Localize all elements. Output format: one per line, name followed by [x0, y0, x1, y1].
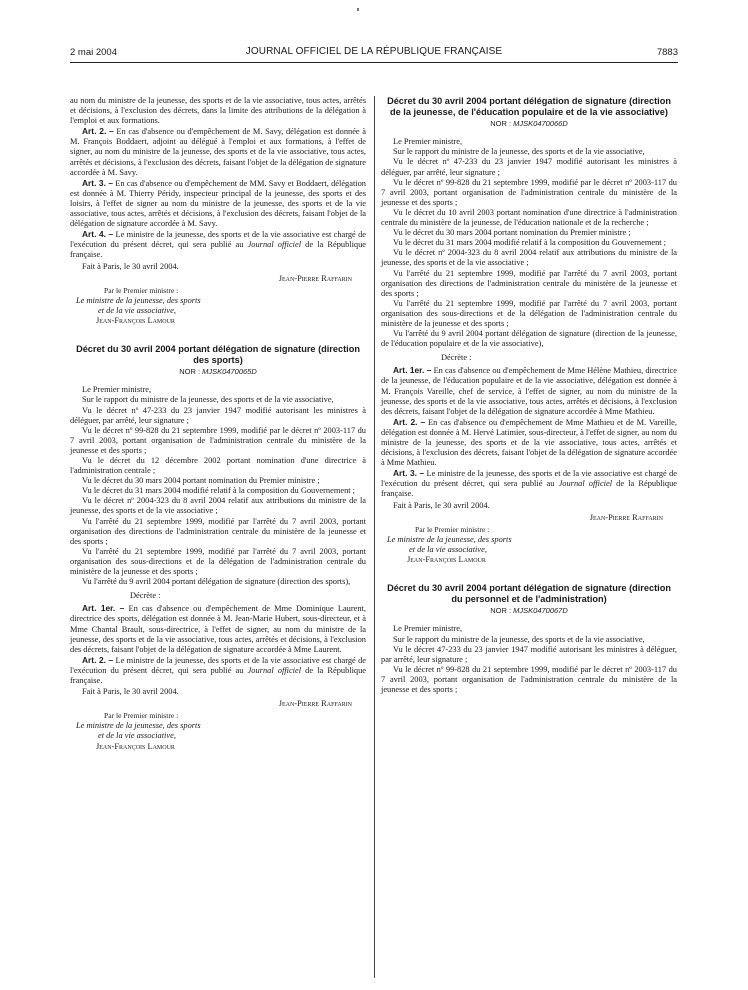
- paragraph: Vu le décret nº 47-233 du 23 janvier 1947 modifié autorisant les ministres à déléguer, par arrêté, leur signature ;: [70, 405, 366, 425]
- article-label: Art. 2. –: [82, 126, 114, 137]
- header-date: 2 mai 2004: [70, 47, 118, 58]
- decree-title: Décret du 30 avril 2004 portant délégation de signature (direction du personnel et de l'administration): [387, 583, 671, 604]
- article-paragraph: [381, 365, 677, 416]
- nor-code: MJSK0470065D: [202, 367, 257, 377]
- decrete-line: Décrète :: [130, 591, 161, 601]
- article-text: Le ministre de la jeunesse, des sports et de la vie associative est chargé de l'exécution du présent décret, qui sera publié au: [70, 230, 366, 250]
- paragraph: Le Premier ministre,: [393, 137, 463, 147]
- fait-line: Fait à Paris, le 30 avril 2004.: [82, 687, 179, 697]
- paragraph: au nom du ministre de la jeunesse, des sports et de la vie associative, tous actes, arrêtés et décisions, à l'exclusion des décrets, dans la limite des attributions de la délégation à l'emploi et aux formations.: [70, 96, 366, 126]
- paragraph: Vu l'arrêté du 21 septembre 1999, modifié par l'arrêté du 7 avril 2003, portant organisation des directions de l'administration centrale du ministère de la jeunesse et des sports ;: [381, 268, 677, 298]
- article-text: de la République française.: [381, 479, 678, 499]
- header-journal-title: JOURNAL OFFICIEL DE LA RÉPUBLIQUE FRANÇAISE: [245, 46, 503, 57]
- article-paragraph: [70, 229, 366, 260]
- decrete-line: Décrète :: [441, 353, 472, 363]
- article-paragraph: [70, 126, 366, 177]
- paragraph: Vu l'arrêté du 9 avril 2004 portant délégation de signature (direction des sports),: [82, 577, 351, 587]
- nor-label: NOR :: [179, 367, 203, 377]
- article-paragraph: [70, 603, 366, 654]
- minister-title-cont: et de la vie associative,: [98, 731, 176, 741]
- article-paragraph: [70, 655, 366, 686]
- minister-title-cont: et de la vie associative,: [98, 305, 176, 315]
- paragraph: Sur le rapport du ministre de la jeunesse, des sports et de la vie associative,: [82, 395, 334, 405]
- decree-title: Décret du 30 avril 2004 portant délégation de signature (direction de la jeunesse, de l'éducation populaire et de la vie associative): [387, 96, 671, 117]
- paragraph: Vu le décret du 30 mars 2004 portant nomination du Premier ministre ;: [393, 228, 631, 238]
- paragraph: Vu l'arrêté du 21 septembre 1999, modifié par l'arrêté du 7 avril 2003, portant organisation des directions de l'administration centrale du ministère de la jeunesse et des sports ;: [70, 516, 366, 546]
- nor-label: NOR :: [490, 606, 514, 616]
- header-page-number: 7883: [656, 47, 678, 58]
- article-label: Art. 1er. –: [82, 603, 125, 614]
- signature: Jean-Pierre Raffarin: [278, 273, 352, 283]
- paragraph: Le Premier ministre,: [393, 624, 463, 634]
- paragraph: Vu le décret du 31 mars 2004 modifié relatif à la composition du Gouvernement ;: [82, 486, 356, 496]
- paragraph: Vu le décret nº 99-828 du 21 septembre 1999, modifié par le décret nº 2003-117 du 7 avril 2003, portant organisation de l'administration centrale du ministère de la jeunesse et des sports ;: [381, 664, 677, 694]
- article-text: de la République française.: [70, 665, 367, 685]
- article-label: Art. 1er. –: [393, 365, 432, 376]
- paragraph: Sur le rapport du ministre de la jeunesse, des sports et de la vie associative,: [393, 147, 645, 157]
- scan-mark: [357, 8, 359, 11]
- nor-reference: [70, 367, 366, 377]
- page-header: [70, 44, 678, 63]
- paragraph: Vu l'arrêté du 21 septembre 1999, modifié par l'arrêté du 7 avril 2003, portant organisation des sous-directions et de la délégation de l'administration centrale du ministère de la jeunesse et des sports ;: [381, 298, 677, 328]
- nor-label: NOR :: [490, 119, 514, 129]
- article-paragraph: [381, 468, 677, 499]
- article-text: de la République française.: [70, 240, 367, 260]
- paragraph: Vu le décret nº 47-233 du 23 janvier 1947 modifié autorisant les ministres à déléguer, par arrêté, leur signature ;: [381, 157, 677, 177]
- par-line: Par le Premier ministre :: [104, 285, 179, 295]
- article-text: En cas d'absence ou d'empêchement de MM. Savy et Boddaert, délégation est donnée à M. Thierry Péridy, inspecteur principal de la jeunesse, des sports et des loisirs, à l'effet de signer au nom du ministre de la jeunesse, des sports et de la vie associative, tous actes, arrêtés et décisions, à l'exclusion des décrets, faisant l'objet de la délégation de signature accordée à M. Savy.: [70, 178, 366, 229]
- minister-title: Le ministre de la jeunesse, des sports: [76, 295, 201, 305]
- paragraph: Vu le décret du 31 mars 2004 modifié relatif à la composition du Gouvernement ;: [393, 238, 667, 248]
- right-column: [381, 96, 677, 695]
- paragraph: Vu le décret nº 99-828 du 21 septembre 1999, modifié par le décret nº 2003-117 du 7 avril 2003, portant organisation de l'administration centrale du ministère de la jeunesse et des sports ;: [70, 425, 366, 455]
- article-label: Art. 3. –: [393, 468, 425, 479]
- paragraph: Le Premier ministre,: [82, 385, 152, 395]
- article-text: En cas d'absence ou d'empêchement de Mme Dominique Laurent, directrice des sports, délégation est donnée à M. Jean-Marie Hubert, sous-directeur, et à Mme Chantal Brault, sous-directrice, à l'effet de signer, au nom du ministre de la jeunesse, des sports et de la vie associative, tous actes, arrêtés et décisions, à l'exclusion des décrets, faisant l'objet de la délégation de signature accordée à Mme Laurent.: [70, 604, 366, 654]
- left-column: [70, 96, 366, 752]
- article-paragraph: [70, 178, 366, 229]
- nor-reference: [381, 606, 677, 616]
- nor-reference: [381, 119, 677, 129]
- paragraph: Vu le décret du 10 avril 2003 portant nomination d'une directrice à l'administration centrale du ministère de la jeunesse, de l'éducation nationale et de la recherche ;: [381, 207, 677, 228]
- nor-code: MJSK0470066D: [513, 119, 568, 129]
- article-text: En cas d'absence ou d'empêchement de M. Savy, délégation est donnée à M. François Boddaert, adjoint au délégué à l'emploi et aux formations, à l'effet de signer, au nom du ministre de la jeunesse, des sports et de la vie associative, tous actes, arrêtés et décisions, à l'exclusion des décrets, faisant l'objet de la délégation de signature accordée à M. Savy.: [70, 127, 366, 177]
- paragraph: Sur le rapport du ministre de la jeunesse, des sports et de la vie associative,: [393, 634, 645, 644]
- minister-name: Jean-François Lamour: [96, 315, 175, 325]
- paragraph: Vu le décret nº 2004-323 du 8 avril 2004 relatif aux attributions du ministre de la jeunesse, des sports et de la vie associative ;: [70, 496, 366, 516]
- journal-name: Journal officiel: [247, 665, 302, 675]
- article-text: Le ministre de la jeunesse, des sports et de la vie associative est chargé de l'exécution du présent décret, qui sera publié au: [70, 655, 366, 675]
- fait-line: Fait à Paris, le 30 avril 2004.: [82, 261, 179, 271]
- minister-name: Jean-François Lamour: [96, 741, 175, 751]
- fait-line: Fait à Paris, le 30 avril 2004.: [393, 500, 490, 510]
- nor-code: MJSK0470067D: [513, 606, 568, 616]
- article-label: Art. 4. –: [82, 229, 114, 240]
- paragraph: Vu le décret du 30 mars 2004 portant nomination du Premier ministre ;: [82, 476, 320, 486]
- signature: Jean-Pierre Raffarin: [278, 699, 352, 709]
- minister-title-cont: et de la vie associative,: [409, 544, 487, 554]
- paragraph: Vu le décret du 12 décembre 2002 portant nomination d'une directrice à l'administration centrale ;: [70, 456, 366, 476]
- journal-name: Journal officiel: [558, 479, 613, 489]
- article-label: Art. 2. –: [82, 654, 114, 665]
- paragraph: Vu le décret nº 2004-323 du 8 avril 2004 relatif aux attributions du ministre de la jeunesse, des sports et de la vie associative ;: [381, 248, 677, 268]
- par-line: Par le Premier ministre :: [415, 524, 490, 534]
- paragraph: Vu le décret 47-233 du 23 janvier 1947 modifié autorisant les ministres à déléguer, par arrêté, leur signature ;: [381, 644, 677, 664]
- article-label: Art. 3. –: [82, 177, 114, 188]
- article-label: Art. 2. –: [393, 416, 426, 427]
- column-divider: [374, 96, 375, 978]
- minister-name: Jean-François Lamour: [407, 555, 486, 565]
- minister-title: Le ministre de la jeunesse, des sports: [76, 721, 201, 731]
- decree-title: Décret du 30 avril 2004 portant délégation de signature (direction des sports): [76, 344, 360, 365]
- paragraph: Vu le décret nº 99-828 du 21 septembre 1999, modifié par le décret nº 2003-117 du 7 avril 2003, portant organisation de l'administration centrale du ministère de la jeunesse et des sports ;: [381, 177, 677, 207]
- signature: Jean-Pierre Raffarin: [589, 512, 663, 522]
- article-text: Le ministre de la jeunesse, des sports et de la vie associative est chargé de l'exécution du présent décret, qui sera publié au: [381, 469, 677, 489]
- article-paragraph: [381, 417, 677, 468]
- article-text: En cas d'absence ou d'empêchement de Mme Mathieu et de M. Vareille, délégation est donnée à M. Hervé Latimier, sous-directeur, à l'effet de signer, au nom du ministre de la jeunesse, des sports et de la vie associative, tous actes, arrêtés et décisions, à l'exclusion des décrets, faisant l'objet de la délégation de signature accordée à Mme Mathieu.: [381, 417, 677, 468]
- minister-title: Le ministre de la jeunesse, des sports: [387, 534, 512, 544]
- paragraph: Vu l'arrêté du 21 septembre 1999, modifié par l'arrêté du 7 avril 2003, portant organisation des sous-directions et de la délégation de l'administration centrale du ministère de la jeunesse et des sports ;: [70, 546, 366, 577]
- paragraph: Vu l'arrêté du 9 avril 2004 portant délégation de signature (direction de la jeunesse, de l'éducation populaire et de la vie associative),: [381, 329, 677, 349]
- journal-name: Journal officiel: [247, 240, 302, 250]
- par-line: Par le Premier ministre :: [104, 711, 179, 721]
- article-text: En cas d'absence ou d'empêchement de Mme Hélène Mathieu, directrice de la jeunesse, de l'éducation populaire et de la vie associative, délégation est donnée à M. François Vareille, chef de service, à l'effet de signer, au nom du ministre de la jeunesse, des sports et de la vie associative, tous actes, arrêtés et décisions, à l'exclusion des décrets, faisant l'objet de la délégation de signature accordée à Mme Mathieu.: [381, 366, 677, 416]
